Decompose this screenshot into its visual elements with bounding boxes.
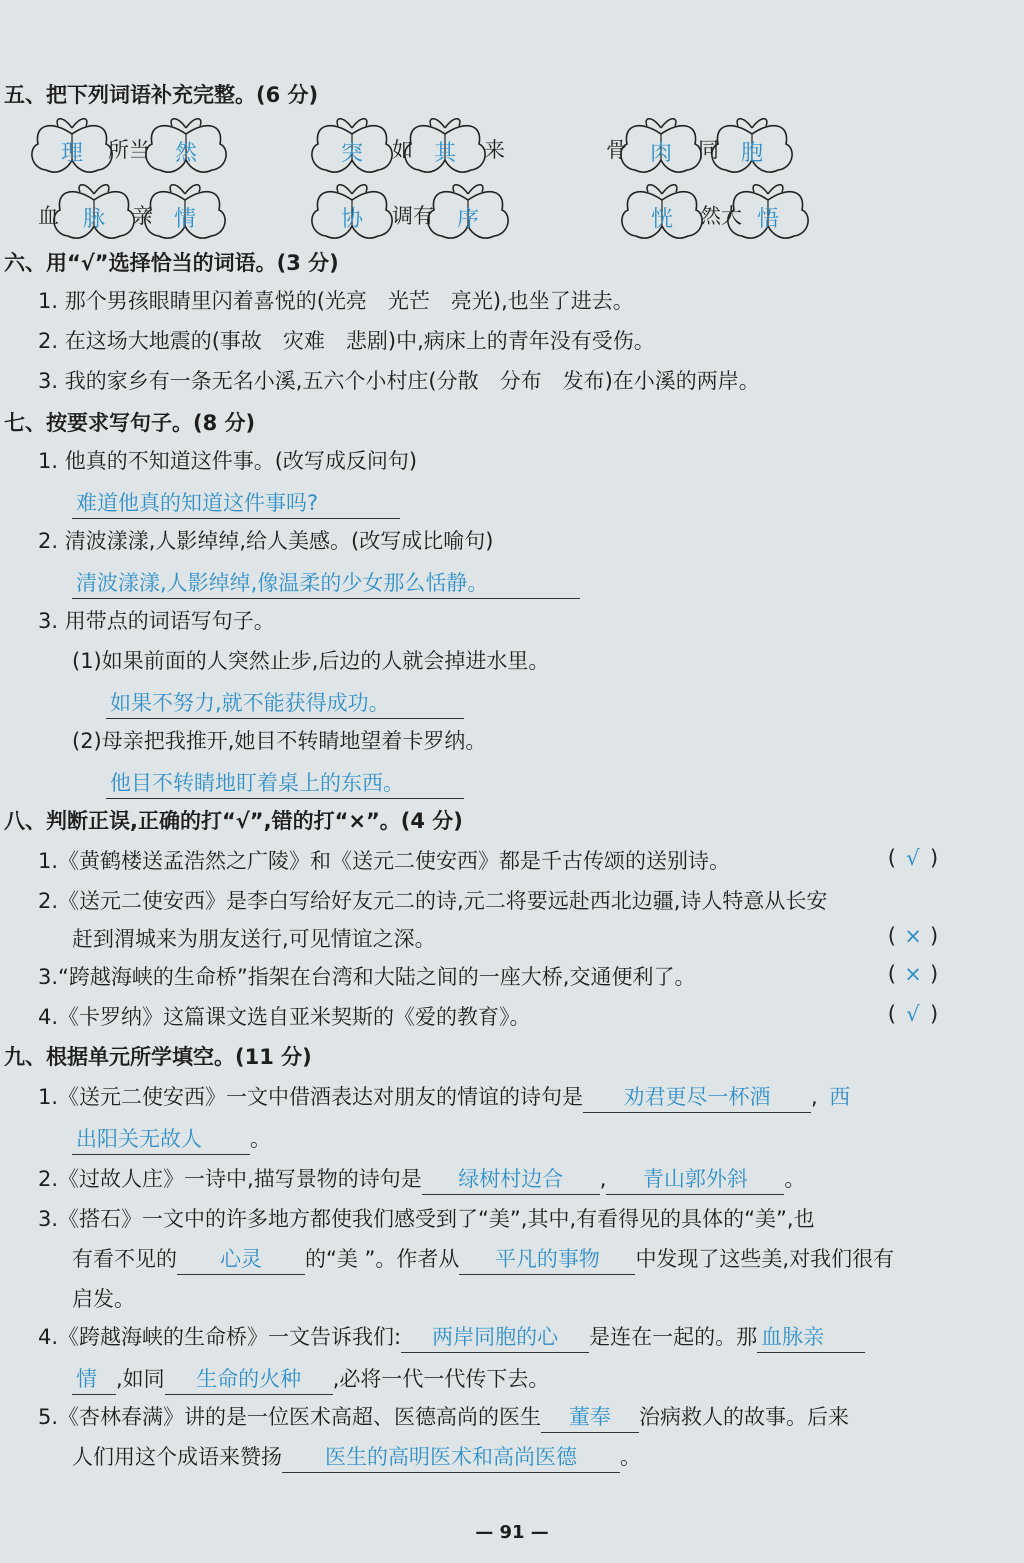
- section7-question: (2)母亲把我推开,她目不转睛地望着卡罗纳。: [72, 729, 487, 753]
- answer-text: 两岸同胞的心: [401, 1322, 589, 1353]
- page-number: — 91 —: [475, 1522, 549, 1543]
- fill-question: 4.《跨越海峡的生命桥》一文告诉我们: 两岸同胞的心 是连在一起的。那 血脉亲: [38, 1322, 865, 1353]
- idiom-text: 来: [484, 138, 505, 162]
- answer-text: 出阳关无故人: [72, 1124, 250, 1155]
- butterfly-answer: 恍: [650, 207, 673, 232]
- section7-title: 七、按要求写句子。(8 分): [4, 411, 256, 435]
- fill-question: 情 ,如同 生命的火种 ,必将一代一代传下去。: [72, 1364, 549, 1395]
- butterfly-answer: 其: [433, 141, 456, 166]
- answer-text: 医生的高明医术和高尚医德: [282, 1442, 620, 1473]
- fill-question: 启发。: [72, 1287, 135, 1311]
- butterfly-answer: 情: [173, 207, 196, 232]
- judge-mark: ( × ): [887, 924, 939, 948]
- idiom-text: 血: [38, 204, 59, 228]
- section7-question: 1. 他真的不知道这件事。(改写成反问句): [38, 449, 418, 473]
- butterfly-answer: 理: [60, 141, 83, 166]
- butterfly-blank: [420, 180, 516, 250]
- fill-question: 5.《杏林春满》讲的是一位医术高超、医德高尚的医生 董奉 治病救人的故事。后来: [38, 1402, 849, 1433]
- answer-text: 劝君更尽一杯酒: [583, 1082, 811, 1113]
- butterfly-blank: [24, 114, 120, 184]
- judge-statement: 2.《送元二使安西》是李白写给好友元二的诗,元二将要远赴西北边疆,诗人特意从长安: [38, 889, 828, 913]
- section6-item: 1. 那个男孩眼睛里闪着喜悦的(光亮 光芒 亮光),也坐了进去。: [38, 289, 634, 313]
- fill-question: 有看不见的 心灵 的“美 ”。作者从 平凡的事物 中发现了这些美,对我们很有: [72, 1244, 894, 1275]
- answer-text: 青山郭外斜: [606, 1164, 784, 1195]
- section7-answer-line: [72, 568, 580, 599]
- answer-text: 董奉: [541, 1402, 639, 1433]
- butterfly-answer: 序: [456, 207, 479, 232]
- judge-mark: ( × ): [887, 962, 939, 986]
- idiom-text: 然大: [700, 204, 742, 228]
- section7-answer-line: [106, 768, 464, 799]
- butterfly-answer: 协: [340, 207, 363, 232]
- fill-question: 3.《搭石》一文中的许多地方都使我们感受到了“美”,其中,有看得见的具体的“美”,也: [38, 1207, 815, 1231]
- answer-text: 如果不努力,就不能获得成功。: [106, 688, 464, 719]
- fill-question: 1.《送元二使安西》一文中借酒表达对朋友的情谊的诗句是 劝君更尽一杯酒 , 西: [38, 1082, 862, 1113]
- butterfly-blank: [613, 114, 709, 184]
- idiom-text: 骨: [606, 138, 627, 162]
- butterfly-answer: 胞: [740, 141, 763, 166]
- idiom-text: 亲: [132, 204, 153, 228]
- butterfly-answer: 悟: [756, 207, 779, 232]
- butterfly-blank: [46, 180, 142, 250]
- idiom-text: 如: [392, 138, 413, 162]
- butterfly-blank: [614, 180, 710, 250]
- answer-text: 情: [72, 1364, 116, 1395]
- section7-question: (1)如果前面的人突然止步,后边的人就会掉进水里。: [72, 649, 550, 673]
- section6-title: 六、用“√”选择恰当的词语。(3 分): [4, 251, 339, 275]
- fill-question: 人们用这个成语来赞扬 医生的高明医术和高尚医德 。: [72, 1442, 641, 1473]
- section7-answer-line: [72, 488, 400, 519]
- section7-question: 3. 用带点的词语写句子。: [38, 609, 275, 633]
- answer-text: 平凡的事物: [459, 1244, 635, 1275]
- section6-item: 3. 我的家乡有一条无名小溪,五六个小村庄(分散 分布 发布)在小溪的两岸。: [38, 369, 760, 393]
- section7-question: 2. 清波漾漾,人影绰绰,给人美感。(改写成比喻句): [38, 529, 494, 553]
- section5-title: 五、把下列词语补充完整。(6 分): [4, 83, 319, 107]
- butterfly-answer: 然: [174, 141, 197, 166]
- answer-text: 西: [829, 1085, 851, 1109]
- section6-item: 2. 在这场大地震的(事故 灾难 悲剧)中,病床上的青年没有受伤。: [38, 329, 655, 353]
- section9-title: 九、根据单元所学填空。(11 分): [4, 1045, 312, 1069]
- answer-text: 绿树村边合: [422, 1164, 600, 1195]
- idiom-text: 同: [698, 138, 719, 162]
- section7-answer-line: [106, 688, 464, 719]
- idiom-text: 所当: [108, 138, 150, 162]
- judge-mark: ( √ ): [887, 1002, 939, 1026]
- section8-title: 八、判断正误,正确的打“√”,错的打“×”。(4 分): [4, 809, 463, 833]
- answer-text: 清波漾漾,人影绰绰,像温柔的少女那么恬静。: [72, 568, 580, 599]
- butterfly-blank: [704, 114, 800, 184]
- judge-mark: ( √ ): [887, 846, 939, 870]
- answer-text: 心灵: [177, 1244, 305, 1275]
- judge-statement: 4.《卡罗纳》这篇课文选自亚米契斯的《爱的教育》。: [38, 1005, 531, 1029]
- butterfly-answer: 突: [340, 141, 363, 166]
- butterfly-blank: [397, 114, 493, 184]
- butterfly-blank: [137, 180, 233, 250]
- butterfly-blank: [720, 180, 816, 250]
- fill-question: 2.《过故人庄》一诗中,描写景物的诗句是 绿树村边合 , 青山郭外斜 。: [38, 1164, 805, 1195]
- answer-text: 难道他真的知道这件事吗?: [72, 488, 400, 519]
- answer-text: 血脉亲: [757, 1322, 865, 1353]
- answer-text: 他目不转睛地盯着桌上的东西。: [106, 768, 464, 799]
- judge-statement: 1.《黄鹤楼送孟浩然之广陵》和《送元二使安西》都是千古传颂的送别诗。: [38, 849, 731, 873]
- answer-text: 生命的火种: [165, 1364, 333, 1395]
- butterfly-answer: 肉: [649, 141, 672, 166]
- butterfly-blank: [138, 114, 234, 184]
- idiom-text: 调有: [392, 204, 434, 228]
- butterfly-blank: [304, 180, 400, 250]
- judge-statement: 3.“跨越海峡的生命桥”指架在台湾和大陆之间的一座大桥,交通便利了。: [38, 965, 696, 989]
- fill-question: 出阳关无故人 。: [72, 1124, 271, 1155]
- butterfly-blank: [304, 114, 400, 184]
- judge-statement: 赶到渭城来为朋友送行,可见情谊之深。: [72, 927, 436, 951]
- butterfly-answer: 脉: [82, 207, 105, 232]
